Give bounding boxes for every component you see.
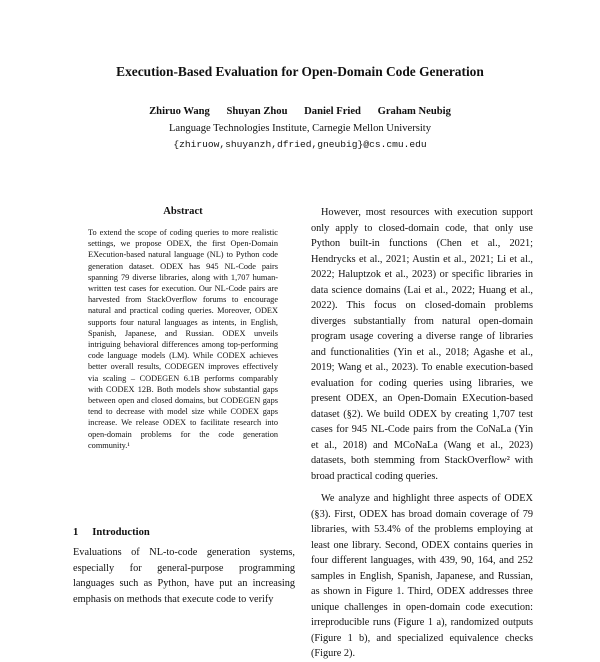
author-list (0, 106, 600, 117)
section-heading-introduction (73, 527, 150, 538)
body-paragraph: However, most resources with execution support only apply to closed-domain code, that only use Python built-in functions (Chen et al., 2021; Hendrycks et al., 2021; Austin et al., 2021; Li et al., 2022; Haluptzok et al., 2023) or specific libraries in data science domains (Lai et al., 2022; Huang et al., 2022). This focus on closed-domain problems diverges substantially from natural open-domain program usage covering a diverse range of libraries and functionalities (Yin et al., 2018; Agashe et al., 2019; Wang et al., 2023). To enable execution-based evaluation for coding queries using libraries, we present ODEX, an Open-Domain EXecution-based dataset (§2). We build ODEX by creating 1,707 test cases for 945 NL-Code pairs from the CoNaLa (Yin et al., 2018) and MCoNaLa (Wang et al., 2023) datasets, both stemming from StackOverflow² with broad practical coding queries. (311, 207, 533, 482)
abstract-text: To extend the scope of coding queries to more realistic settings, we propose ODEX, the first Open-Domain EXecution-based natural language (NL) to Python code generation dataset. ODEX has 945 NL-Code pairs spanning 79 diverse libraries, along with 1,707 human-written test cases for execution. Our NL-Code pairs are harvested from StackOverflow forums to encourage natural and practical coding queries. Moreover, ODEX supports four natural languages as intents, in English, Spanish, Japanese, and Russian. ODEX unveils intriguing behavioral differences among top-performing code language models (LM). While CODEX achieves better overall results, CODEGEN improves effectively via scaling – CODEGEN 6.1B performs comparably with CODEX 12B. Both models show substantial gaps between open and closed domains, but CODEGEN gaps tend to decrease with model size while CODEX gaps increase. We release ODEX to facilitate research into open-domain problems for the code generation community.¹ (88, 228, 278, 450)
author-name: Graham Neubig (377, 106, 451, 117)
paper-title: Execution-Based Evaluation for Open-Domain Code Generation (116, 64, 484, 79)
section-number: 1 (73, 527, 79, 538)
author-name: Shuyan Zhou (226, 106, 288, 117)
body-paragraph: We analyze and highlight three aspects of ODEX (§3). First, ODEX has broad domain coverage of 79 libraries, with 53.4% of the problems employing at least one library. Second, ODEX contains queries in four different languages, with 439, 90, 164, and 252 samples in English, Spanish, Japanese, and Russian, as shown in Figure 1. Third, ODEX addresses three unique challenges in open-domain code execution: irreproducible runs (Figure 1 a), randomized outputs (Figure 1 b), and specialized equivalence checks (Figure 2). (311, 493, 533, 659)
section-title: Introduction (92, 527, 150, 538)
introduction-text: Evaluations of NL-to-code generation systems, especially for general-purpose programming languages such as Python, have put an increasing emphasis on methods that execute code to verify (73, 547, 295, 605)
right-column (311, 205, 533, 662)
abstract-heading: Abstract (163, 206, 203, 217)
author-emails: {zhiruow,shuyanzh,dfried,gneubig}@cs.cmu.edu (173, 139, 427, 150)
author-name: Zhiruo Wang (149, 106, 210, 117)
author-name: Daniel Fried (304, 106, 361, 117)
affiliation: Language Technologies Institute, Carnegie Mellon University (168, 123, 432, 134)
